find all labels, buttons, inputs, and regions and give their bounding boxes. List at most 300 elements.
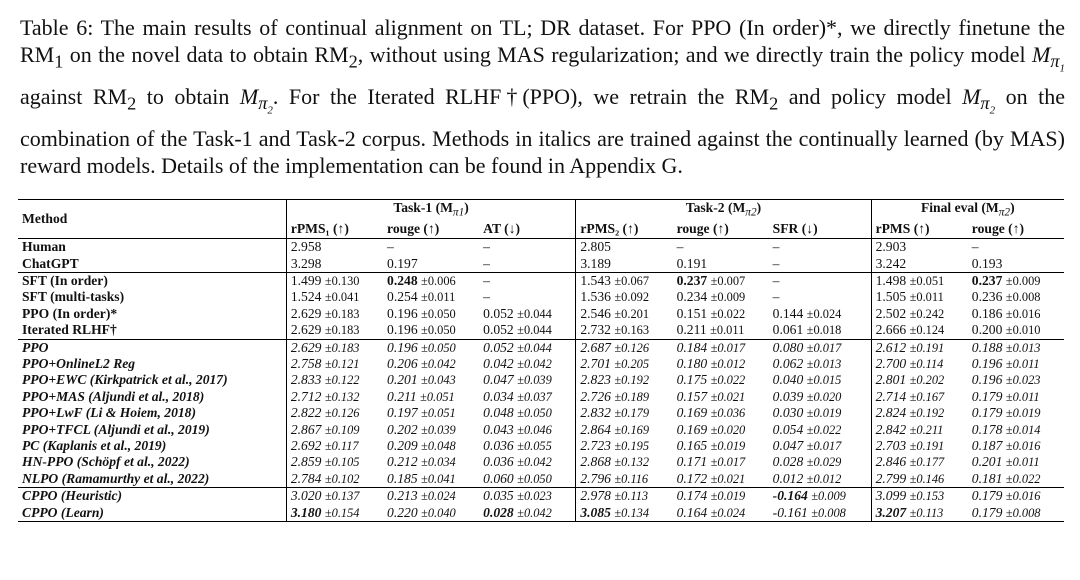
header-method: Method [22, 210, 68, 226]
value-cell [576, 488, 673, 505]
cell-value: 2.799 [875, 470, 907, 486]
method-cell: ChatGPT [22, 255, 79, 271]
cell-std: ±0.050 [421, 340, 456, 355]
value-cell [968, 289, 1064, 305]
cell-value: 0.200 [971, 322, 1003, 338]
value-cell [871, 454, 968, 470]
method-cell: Iterated RLHF† [22, 322, 117, 338]
cell-value: 0.237 [676, 272, 708, 288]
value-cell [871, 356, 968, 372]
sub: 2 [769, 93, 779, 114]
cell-value: 1.499 [290, 272, 322, 288]
caption-text: , without using MAS regularization; and we directly train the policy model [357, 42, 1032, 67]
table-row [18, 389, 1064, 405]
value-cell [968, 339, 1064, 356]
cell-value: 0.174 [676, 488, 708, 504]
value-cell [673, 454, 769, 470]
cell-value: 0.035 [483, 488, 514, 504]
value-cell [673, 239, 769, 256]
value-cell [769, 272, 871, 289]
cell-value: 0.179 [971, 504, 1003, 520]
table-row [18, 306, 1064, 322]
cell-value: 2.758 [290, 355, 322, 371]
cell-std: ±0.048 [421, 439, 456, 453]
value-cell [479, 438, 576, 454]
cell-value: 0.080 [772, 339, 804, 355]
cell-std: ±0.092 [614, 290, 650, 305]
cell-std: ±0.122 [324, 373, 360, 388]
cell-value: 0.212 [387, 454, 418, 470]
value-cell [286, 339, 383, 356]
cell-value: 2.723 [580, 438, 611, 453]
cell-value: 0.234 [676, 289, 708, 305]
cell-value: 0.209 [387, 438, 418, 453]
col-rpms1: rPMS₁ (↑) [286, 221, 383, 239]
cell-std: ±0.177 [909, 455, 945, 470]
cell-value: 2.546 [580, 305, 611, 321]
cell-std: ±0.008 [811, 505, 846, 520]
table-row [18, 322, 1064, 339]
cell-std: ±0.114 [909, 356, 944, 371]
cell-value: 2.701 [580, 355, 611, 371]
value-cell [383, 306, 479, 322]
value-cell [286, 505, 383, 522]
cell-value: 2.712 [290, 388, 322, 404]
cell-std: ±0.116 [614, 471, 649, 486]
method-cell: HN-PPO (Schöpf et al., 2022) [22, 454, 190, 470]
cell-value: 2.805 [580, 239, 611, 255]
value-cell [576, 422, 673, 438]
cell-std: ±0.029 [806, 455, 842, 470]
cell-std: ±0.205 [614, 356, 650, 371]
cell-std: ±0.007 [710, 273, 746, 288]
cell-std: ±0.040 [421, 505, 456, 520]
cell-value: 0.042 [483, 355, 514, 371]
cell-std: ±0.020 [710, 422, 746, 437]
cell-value: 2.801 [875, 372, 907, 388]
col-rouge1: rouge (↑) [387, 221, 440, 237]
value-cell [576, 306, 673, 322]
cell-std: ±0.132 [614, 455, 650, 470]
value-cell [769, 356, 871, 372]
cell-value: 0.164 [676, 504, 708, 520]
cell-value: 2.692 [290, 438, 322, 453]
cell-value: 0.047 [772, 438, 804, 453]
cell-std: ±0.050 [517, 471, 552, 486]
cell-value: 2.859 [290, 454, 322, 470]
value-cell [871, 488, 968, 505]
value-cell [968, 272, 1064, 289]
cell-std: ±0.201 [614, 306, 650, 321]
cell-value: – [971, 239, 979, 255]
value-cell [769, 322, 871, 339]
method-cell: PPO+OnlineL2 Reg [22, 355, 136, 371]
cell-value: 3.085 [580, 504, 611, 520]
math-M-pi2: $M_{\pi_2}$ [962, 84, 996, 118]
cell-std: ±0.024 [806, 306, 842, 321]
cell-value: 0.028 [772, 454, 804, 470]
cell-value: 2.822 [290, 405, 322, 421]
value-cell [576, 239, 673, 256]
cell-value: – [483, 255, 490, 271]
caption-text: against RM [20, 84, 128, 110]
value-cell [769, 256, 871, 273]
cell-value: 0.144 [772, 305, 804, 321]
cell-value: 0.196 [387, 339, 418, 355]
table-row [18, 372, 1064, 388]
cell-std: ±0.113 [614, 489, 649, 504]
value-cell [673, 422, 769, 438]
cell-std: ±0.011 [421, 290, 456, 305]
table-row [18, 356, 1064, 372]
value-cell [479, 389, 576, 405]
method-cell: PC (Kaplanis et al., 2019) [22, 438, 167, 453]
cell-std: ±0.034 [421, 455, 456, 470]
cell-value: – [772, 272, 780, 288]
value-cell [479, 306, 576, 322]
caption-text: Table 6: The main results of continual alignment on TL; DR dataset. For PPO (In order)*, we directly finetune the RM [20, 15, 1065, 67]
cell-value: 0.048 [483, 405, 514, 421]
method-cell: CPPO (Learn) [22, 504, 104, 520]
cell-value: 0.181 [971, 470, 1003, 486]
cell-value: 2.958 [290, 239, 322, 255]
method-cell: PPO [22, 339, 49, 355]
value-cell [968, 389, 1064, 405]
sub: 2 [348, 51, 358, 72]
value-cell [769, 422, 871, 438]
value-cell [479, 239, 576, 256]
cell-std: ±0.018 [806, 323, 842, 338]
cell-value: 0.197 [387, 255, 418, 271]
cell-value: 0.036 [483, 438, 514, 453]
cell-value: 0.062 [772, 355, 804, 371]
value-cell [286, 405, 383, 421]
header-task2: Task-2 $(M_{\pi 2})$ [576, 200, 871, 222]
value-cell [673, 471, 769, 488]
cell-value: 2.703 [875, 438, 907, 453]
caption-text: on the combination of the Task-1 and Task-2 corpus. Methods in italics are trained against the continually learned (by MAS) reward models. Details of the implementation can be found in Appendix G. [20, 84, 1065, 179]
cell-value: 0.197 [387, 405, 418, 421]
caption-text: and policy model [778, 84, 963, 110]
cell-std: ±0.046 [517, 422, 552, 437]
cell-value: 1.536 [580, 289, 611, 305]
cell-value: -0.164 [772, 488, 808, 504]
value-cell [769, 289, 871, 305]
cell-std: ±0.044 [517, 340, 552, 355]
cell-value: 0.052 [483, 305, 514, 321]
cell-value: 0.030 [772, 405, 804, 421]
value-cell [769, 389, 871, 405]
cell-std: ±0.012 [806, 471, 842, 486]
cell-value: 0.248 [387, 272, 418, 288]
cell-std: ±0.169 [614, 422, 650, 437]
cell-value: 2.629 [290, 305, 322, 321]
value-cell [576, 289, 673, 305]
cell-value: 0.213 [387, 488, 418, 504]
value-cell [479, 488, 576, 505]
table-row [18, 471, 1064, 488]
value-cell [871, 306, 968, 322]
cell-std: ±0.022 [1005, 471, 1041, 486]
cell-std: ±0.195 [614, 439, 650, 453]
cell-std: ±0.126 [324, 406, 360, 421]
cell-value: 0.187 [971, 438, 1003, 453]
cell-std: ±0.191 [909, 439, 945, 453]
cell-value: 0.201 [387, 372, 418, 388]
value-cell [383, 505, 479, 522]
value-cell [673, 306, 769, 322]
value-cell [576, 356, 673, 372]
value-cell [286, 322, 383, 339]
cell-std: ±0.137 [324, 489, 360, 504]
cell-std: ±0.051 [909, 273, 945, 288]
value-cell [968, 405, 1064, 421]
value-cell [968, 438, 1064, 454]
cell-value: 3.242 [875, 255, 907, 271]
cell-value: – [483, 272, 490, 288]
cell-std: ±0.011 [1005, 356, 1040, 371]
cell-value: 1.524 [290, 289, 322, 305]
method-cell: Human [22, 239, 66, 255]
cell-value: 0.040 [772, 372, 804, 388]
cell-std: ±0.037 [517, 389, 552, 404]
cell-value: 2.700 [875, 355, 907, 371]
value-cell [871, 505, 968, 522]
cell-value: 2.846 [875, 454, 907, 470]
cell-std: ±0.050 [517, 406, 552, 421]
value-cell [383, 471, 479, 488]
cell-std: ±0.183 [324, 323, 360, 338]
table-row [18, 438, 1064, 454]
cell-value: 2.842 [875, 421, 907, 437]
value-cell [383, 438, 479, 454]
cell-std: ±0.013 [806, 356, 842, 371]
cell-std: ±0.192 [614, 373, 650, 388]
cell-std: ±0.019 [1005, 406, 1041, 421]
cell-value: 0.060 [483, 470, 514, 486]
cell-std: ±0.042 [517, 505, 552, 520]
cell-std: ±0.012 [710, 356, 746, 371]
cell-std: ±0.009 [811, 489, 846, 504]
cell-value: 0.034 [483, 388, 514, 404]
cell-std: ±0.163 [614, 323, 650, 338]
cell-value: 2.629 [290, 339, 322, 355]
value-cell [673, 372, 769, 388]
value-cell [968, 256, 1064, 273]
cell-value: 0.196 [387, 305, 418, 321]
value-cell [383, 389, 479, 405]
cell-std: ±0.016 [1005, 489, 1041, 504]
value-cell [673, 488, 769, 505]
cell-value: – [772, 239, 780, 255]
cell-value: 1.543 [580, 272, 611, 288]
cell-value: 2.824 [875, 405, 907, 421]
cell-std: ±0.242 [909, 306, 945, 321]
value-cell [383, 356, 479, 372]
col-rpms2: rPMS₂ (↑) [576, 221, 673, 239]
cell-value: 0.061 [772, 322, 804, 338]
value-cell [673, 339, 769, 356]
cell-value: 0.179 [971, 405, 1003, 421]
method-cell: SFT (multi-tasks) [22, 289, 125, 305]
value-cell [673, 438, 769, 454]
value-cell [383, 454, 479, 470]
value-cell [286, 422, 383, 438]
cell-std: ±0.022 [806, 422, 842, 437]
cell-std: ±0.124 [909, 323, 945, 338]
cell-std: ±0.179 [614, 406, 650, 421]
value-cell [479, 471, 576, 488]
value-cell [286, 289, 383, 305]
value-cell [479, 422, 576, 438]
cell-value: 0.191 [676, 255, 708, 271]
value-cell [479, 289, 576, 305]
cell-std: ±0.183 [324, 340, 360, 355]
value-cell [673, 256, 769, 273]
cell-std: ±0.051 [420, 389, 455, 404]
value-cell [871, 405, 968, 421]
cell-value: 0.169 [676, 421, 708, 437]
cell-value: 2.867 [290, 421, 322, 437]
cell-value: 0.157 [676, 388, 708, 404]
method-cell: PPO+TFCL (Aljundi et al., 2019) [22, 421, 210, 437]
table-row [18, 488, 1064, 505]
cell-value: 2.978 [580, 488, 611, 504]
cell-value: 0.169 [676, 405, 708, 421]
col-rouge2: rouge (↑) [676, 221, 729, 237]
value-cell [871, 272, 968, 289]
value-cell [968, 422, 1064, 438]
cell-value: 2.832 [580, 405, 611, 421]
value-cell [871, 389, 968, 405]
value-cell [479, 372, 576, 388]
value-cell [383, 322, 479, 339]
col-sfr: SFR (↓) [772, 221, 818, 237]
cell-std: ±0.121 [324, 356, 360, 371]
cell-std: ±0.016 [1005, 306, 1041, 321]
cell-value: 0.039 [772, 388, 804, 404]
cell-value: 3.189 [580, 255, 611, 271]
cell-std: ±0.126 [614, 340, 650, 355]
cell-value: 0.211 [387, 388, 417, 404]
cell-std: ±0.192 [909, 406, 945, 421]
caption-text: . For the Iterated RLHF†(PPO), we retrain the RM [272, 84, 770, 110]
header-task1: Task-1 $(M_{\pi 1})$ [286, 200, 576, 222]
cell-value: – [387, 239, 394, 255]
value-cell [286, 256, 383, 273]
cell-value: 0.165 [676, 438, 708, 453]
col-rpms-final: rPMS (↑) [871, 221, 968, 239]
cell-std: ±0.015 [806, 373, 842, 388]
value-cell [769, 454, 871, 470]
cell-value: 2.833 [290, 372, 322, 388]
cell-std: ±0.036 [710, 406, 746, 421]
header-final-eval: Final eval $(M_{\pi 2})$ [871, 200, 1064, 222]
value-cell [479, 505, 576, 522]
cell-value: 0.175 [676, 372, 708, 388]
value-cell [383, 372, 479, 388]
value-cell [576, 438, 673, 454]
value-cell [286, 372, 383, 388]
method-cell: PPO+EWC (Kirkpatrick et al., 2017) [22, 372, 228, 388]
cell-value: 2.864 [580, 421, 611, 437]
cell-value: 2.666 [875, 322, 907, 338]
results-table [18, 199, 1064, 522]
cell-std: ±0.050 [421, 306, 456, 321]
cell-value: 2.784 [290, 470, 322, 486]
value-cell [286, 454, 383, 470]
cell-value: -0.161 [772, 504, 808, 520]
value-cell [673, 272, 769, 289]
cell-value: 0.043 [483, 421, 514, 437]
cell-value: 0.052 [483, 322, 514, 338]
value-cell [968, 488, 1064, 505]
sub: 2 [127, 93, 137, 114]
cell-value: 0.052 [483, 339, 514, 355]
value-cell [968, 239, 1064, 256]
cell-std: ±0.017 [806, 340, 842, 355]
table-row [18, 505, 1064, 522]
value-cell [871, 471, 968, 488]
table-row [18, 289, 1064, 305]
method-cell: SFT (In order) [22, 272, 108, 288]
cell-std: ±0.105 [324, 455, 360, 470]
value-cell [576, 405, 673, 421]
value-cell [871, 438, 968, 454]
value-cell [968, 372, 1064, 388]
value-cell [968, 505, 1064, 522]
value-cell [769, 239, 871, 256]
cell-std: ±0.013 [1005, 340, 1041, 355]
cell-value: 3.180 [290, 504, 322, 520]
value-cell [968, 471, 1064, 488]
cell-std: ±0.055 [517, 439, 552, 453]
cell-std: ±0.019 [806, 406, 842, 421]
value-cell [968, 322, 1064, 339]
value-cell [479, 405, 576, 421]
value-cell [769, 488, 871, 505]
value-cell [673, 289, 769, 305]
col-at: AT (↓) [483, 221, 521, 237]
cell-value: 3.099 [875, 488, 907, 504]
value-cell [479, 339, 576, 356]
value-cell [383, 289, 479, 305]
cell-value: 0.012 [772, 470, 804, 486]
cell-std: ±0.051 [421, 406, 456, 421]
cell-value: 2.629 [290, 322, 322, 338]
cell-value: 0.054 [772, 421, 804, 437]
cell-std: ±0.017 [710, 455, 746, 470]
cell-std: ±0.011 [710, 323, 745, 338]
cell-value: 1.505 [875, 289, 907, 305]
cell-std: ±0.043 [421, 373, 456, 388]
cell-value: 0.180 [676, 355, 708, 371]
cell-std: ±0.050 [421, 323, 456, 338]
table-row [18, 454, 1064, 470]
table-row [18, 272, 1064, 289]
table-row [18, 256, 1064, 273]
value-cell [576, 505, 673, 522]
cell-std: ±0.041 [421, 471, 456, 486]
method-cell: PPO+LwF (Li & Hoiem, 2018) [22, 405, 197, 421]
cell-std: ±0.020 [806, 389, 842, 404]
cell-value: 0.202 [387, 421, 418, 437]
cell-value: 0.236 [971, 289, 1003, 305]
value-cell [769, 471, 871, 488]
cell-value: 0.172 [676, 470, 708, 486]
caption-text: to obtain [136, 84, 240, 110]
cell-value: 0.186 [971, 305, 1003, 321]
